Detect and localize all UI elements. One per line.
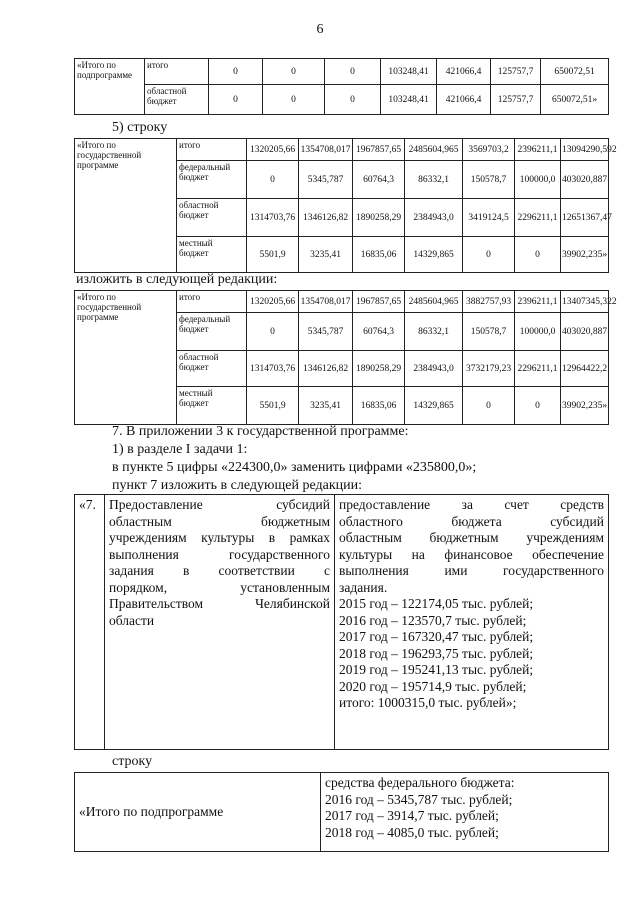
value-cell: 5501,9	[247, 237, 299, 273]
budget-type-cell: местный бюджет	[177, 387, 247, 425]
funding-line: итого: 1000315,0 тыс. рублей»;	[339, 695, 517, 710]
budget-type-cell: областной бюджет	[177, 351, 247, 387]
value-cell: 0	[247, 161, 299, 199]
value-cell: 100000,0	[515, 313, 561, 351]
table-row	[75, 59, 609, 85]
value-cell: 0	[247, 313, 299, 351]
value-cell: 60764,3	[353, 161, 405, 199]
value-cell: 100000,0	[515, 161, 561, 199]
para7-line1: 7. В приложении 3 к государственной программе:	[112, 424, 409, 439]
value-cell: 13407345,322	[561, 291, 609, 313]
description-line: Предоставление субсидий	[109, 497, 330, 512]
value-cell: 0	[463, 237, 515, 273]
value-cell: 1890258,29	[353, 199, 405, 237]
value-cell: 2485604,965	[405, 291, 463, 313]
value-cell: 1354708,017	[299, 291, 353, 313]
funding-line: 2018 год – 196293,75 тыс. рублей;	[339, 645, 534, 661]
budget-type-cell: федеральный бюджет	[177, 313, 247, 351]
value-cell: 0	[325, 85, 381, 115]
subprogram-label: «Итого по подпрограмме	[75, 773, 321, 852]
budget-type-cell: областной бюджет	[177, 199, 247, 237]
description-line: выполнения государственного	[109, 546, 330, 562]
budget-type-cell: итого	[177, 139, 247, 161]
value-cell: 421066,4	[437, 85, 491, 115]
funding-line: задания.	[339, 579, 388, 595]
description-line: порядком, установленным	[109, 579, 330, 595]
value-cell: 150578,7	[463, 313, 515, 351]
item-description	[105, 495, 335, 750]
value-cell: 103248,41	[381, 85, 437, 115]
table-row	[75, 139, 609, 161]
description-line: задания в соответствии с	[109, 563, 330, 578]
value-cell: 12964422,2	[561, 351, 609, 387]
value-cell: 1320205,66	[247, 291, 299, 313]
value-cell: 421066,4	[437, 59, 491, 85]
value-cell: 14329,865	[405, 237, 463, 273]
funding-line: 2017 год – 3914,7 тыс. рублей;	[325, 808, 499, 823]
program-name-cell: «Итого по государственной программе	[75, 291, 177, 425]
item7-table	[74, 494, 609, 750]
table-body	[75, 139, 617, 273]
item-funding	[335, 495, 609, 750]
value-cell: 2384943,0	[405, 199, 463, 237]
funding-line: средства федерального бюджета:	[325, 775, 515, 790]
value-cell: 0	[263, 85, 325, 115]
table-row	[75, 291, 609, 313]
value-cell: 0	[515, 387, 561, 425]
description-line: области	[109, 612, 155, 628]
budget-type-cell: итого	[177, 291, 247, 313]
value-cell: 650072,51»	[541, 85, 609, 115]
funding-line: культуры на финансовое обеспечение	[339, 546, 604, 562]
state-program-total-table-old	[74, 138, 617, 273]
value-cell: 0	[515, 237, 561, 273]
para7-line3: в пункте 5 цифры «224300,0» заменить цифрами «235800,0»;	[112, 460, 477, 475]
funding-line: 2017 год – 167320,47 тыс. рублей;	[339, 629, 534, 644]
table-body	[75, 59, 609, 115]
state-program-total-table-new	[74, 290, 617, 425]
value-cell: 86332,1	[405, 161, 463, 199]
value-cell: 0	[463, 387, 515, 425]
value-cell: 2396211,1	[515, 139, 561, 161]
description-line: учреждениям культуры в рамках	[109, 530, 330, 545]
value-cell: 39902,235».	[561, 387, 609, 425]
value-cell: 0	[209, 85, 263, 115]
value-cell: 86332,1	[405, 313, 463, 351]
value-cell: 3569703,2	[463, 139, 515, 161]
value-cell: 1354708,017	[299, 139, 353, 161]
subprogram-total-table	[74, 58, 609, 115]
value-cell: 1967857,65	[353, 291, 405, 313]
subprogram-federal-table	[74, 772, 609, 852]
funding-line: областного бюджета субсидий	[339, 513, 604, 529]
value-cell: 650072,51	[541, 59, 609, 85]
funding-line: 2016 год – 123570,7 тыс. рублей;	[339, 612, 527, 628]
budget-type-cell: областной бюджет	[145, 85, 209, 115]
budget-type-cell: федеральный бюджет	[177, 161, 247, 199]
table-body	[75, 291, 617, 425]
value-cell: 403020,887	[561, 313, 609, 351]
value-cell: 2296211,1	[515, 351, 561, 387]
value-cell: 403020,887	[561, 161, 609, 199]
funding-line: 2020 год – 195714,9 тыс. рублей;	[339, 678, 527, 694]
value-cell: 0	[209, 59, 263, 85]
federal-funding	[321, 773, 609, 852]
funding-line: предоставление за счет средств	[339, 497, 604, 512]
heading-new-edition: изложить в следующей редакции:	[76, 272, 278, 287]
item-number: «7.	[75, 495, 105, 750]
value-cell: 125757,7	[491, 59, 541, 85]
value-cell: 5345,787	[299, 313, 353, 351]
value-cell: 16835,06	[353, 237, 405, 273]
program-name-cell: «Итого по подпрограмме	[75, 59, 145, 115]
value-cell: 2396211,1	[515, 291, 561, 313]
para7-line2: 1) в разделе I задачи 1:	[112, 442, 248, 457]
program-name-cell: «Итого по государственной программе	[75, 139, 177, 273]
table-row	[75, 85, 609, 115]
description-line: областным бюджетным	[109, 513, 330, 529]
value-cell: 103248,41	[381, 59, 437, 85]
value-cell: 150578,7	[463, 161, 515, 199]
funding-line: 2019 год – 195241,13 тыс. рублей;	[339, 662, 534, 677]
description-line: Правительством Челябинской	[109, 596, 330, 611]
funding-line: 2018 год – 4085,0 тыс. рублей;	[325, 824, 499, 840]
heading-5-stroku: 5) строку	[112, 120, 168, 135]
para7-line4: пункт 7 изложить в следующей редакции:	[112, 478, 362, 493]
value-cell: 2296211,1	[515, 199, 561, 237]
value-cell: 13094290,592	[561, 139, 609, 161]
value-cell: 2384943,0	[405, 351, 463, 387]
budget-type-cell: итого	[145, 59, 209, 85]
value-cell: 14329,865	[405, 387, 463, 425]
funding-line: 2016 год – 5345,787 тыс. рублей;	[325, 791, 513, 807]
value-cell: 1314703,76	[247, 199, 299, 237]
value-cell: 1890258,29	[353, 351, 405, 387]
page-number: 6	[316, 22, 324, 37]
value-cell: 3732179,23	[463, 351, 515, 387]
value-cell: 1320205,66	[247, 139, 299, 161]
funding-line: областным бюджетным учреждениям	[339, 530, 604, 545]
heading-stroku: строку	[112, 754, 153, 769]
value-cell: 3419124,5	[463, 199, 515, 237]
value-cell: 125757,7	[491, 85, 541, 115]
value-cell: 1967857,65	[353, 139, 405, 161]
value-cell: 3235,41	[299, 237, 353, 273]
value-cell: 39902,235»	[561, 237, 609, 273]
value-cell: 5345,787	[299, 161, 353, 199]
value-cell: 1314703,76	[247, 351, 299, 387]
value-cell: 2485604,965	[405, 139, 463, 161]
value-cell: 0	[325, 59, 381, 85]
value-cell: 3882757,93	[463, 291, 515, 313]
value-cell: 12651367,47	[561, 199, 609, 237]
value-cell: 16835,06	[353, 387, 405, 425]
value-cell: 60764,3	[353, 313, 405, 351]
funding-line: 2015 год – 122174,05 тыс. рублей;	[339, 596, 534, 611]
value-cell: 3235,41	[299, 387, 353, 425]
value-cell: 5501,9	[247, 387, 299, 425]
budget-type-cell: местный бюджет	[177, 237, 247, 273]
funding-line: выполнения ими государственного	[339, 563, 604, 578]
value-cell: 1346126,82	[299, 351, 353, 387]
value-cell: 1346126,82	[299, 199, 353, 237]
value-cell: 0	[263, 59, 325, 85]
